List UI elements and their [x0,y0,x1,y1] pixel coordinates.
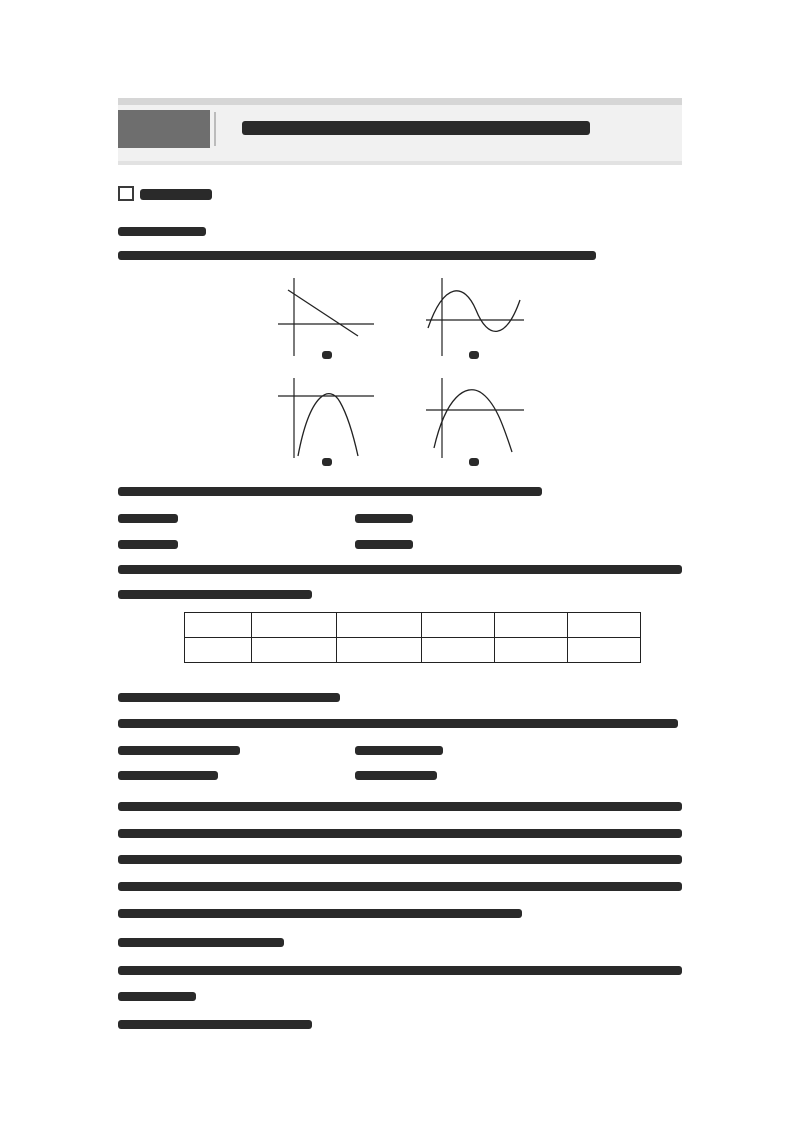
figure-caption-mark [322,351,332,359]
chapter-tab [118,110,210,148]
table-cell [495,638,568,663]
header-divider [214,112,216,146]
table-cell [568,613,641,638]
table-cell [252,613,337,638]
text-line [118,693,340,702]
figure-panel-c [270,372,380,462]
table-cell [568,638,641,663]
text-line [118,855,682,864]
text-line [118,992,196,1001]
text-line [118,882,682,891]
figure-panel-a [270,270,380,360]
text-line [118,540,178,549]
table-cell [495,613,568,638]
text-line [355,771,437,780]
text-line [355,514,413,523]
checklist-icon [118,186,134,201]
table-row [185,613,641,638]
table-cell [422,613,495,638]
figure-panel-b [420,270,530,360]
table-cell [422,638,495,663]
text-line [118,565,682,574]
table-row [185,638,641,663]
text-line [118,227,206,236]
text-line [355,746,443,755]
text-line [118,966,682,975]
section-title-bar [242,121,590,135]
text-line [118,251,596,260]
table-cell [185,638,252,663]
text-line [118,938,284,947]
text-line [118,829,682,838]
text-line [118,1020,312,1029]
figure-caption-mark [469,458,479,466]
table-cell [337,638,422,663]
text-line [118,771,218,780]
table-cell [252,638,337,663]
text-line [118,746,240,755]
text-line [118,802,682,811]
figure-caption-mark [322,458,332,466]
text-line [355,540,413,549]
text-line [118,487,542,496]
text-line [118,909,522,918]
table-cell [337,613,422,638]
table-cell [185,613,252,638]
figure-caption-mark [469,351,479,359]
subsection-heading-bar [140,189,212,200]
figure-panel-d [420,372,530,462]
text-line [118,590,312,599]
text-line [118,719,678,728]
value-table [184,612,641,663]
text-line [118,514,178,523]
